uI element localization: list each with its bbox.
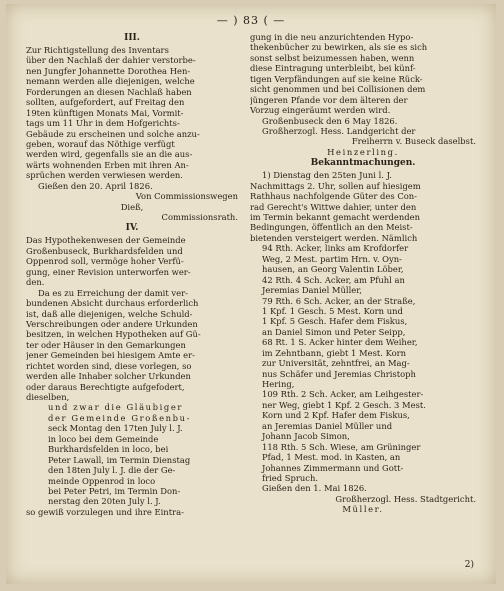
right-text-line: rad Gerecht's Wittwe dahier, unter den: [250, 201, 417, 212]
left-text-line: sprüchen werden verwiesen werden.: [26, 170, 183, 181]
left-text-line: und zwar die Gläubiger: [48, 402, 184, 413]
left-text-line: werden wird, gegenfalls sie an die aus-: [26, 149, 193, 160]
right-text-line: sicht genommen und bei Collisionen dem: [250, 84, 426, 95]
left-text-line: richtet worden sind, diese vorlegen, so: [26, 360, 192, 371]
left-text-line: besitzen, in welchen Hypotheken auf Gü-: [26, 329, 201, 340]
left-text-line: IV.: [125, 223, 139, 234]
right-text-line: tigen Verpfändungen auf sie keine Rück-: [250, 73, 423, 84]
left-text-line: Commissionsrath.: [161, 212, 238, 222]
right-text-line: 109 Rth. 2 Sch. Acker, am Leihgester-: [262, 389, 424, 400]
right-text-line: zur Universität, zehntfrei, an Mag-: [262, 358, 410, 369]
left-text-line: meinde Oppenrod in loco: [48, 475, 156, 486]
right-text-line: sonst selbst beizumessen haben, wenn: [250, 52, 415, 63]
right-text-line: Gießen den 1. Mai 1826.: [262, 483, 367, 494]
right-text-line: Korn und 2 Kpf. Hafer dem Fiskus,: [262, 410, 410, 421]
right-text-line: 1) Dienstag den 25ten Juni l. J.: [262, 170, 392, 181]
left-text-line: dieselben,: [26, 392, 70, 402]
right-text-line: Bedingungen, öffentlich an den Meist-: [250, 222, 413, 233]
right-text-line: jüngeren Pfande vor dem älteren der: [250, 94, 408, 105]
right-text-line: Nachmittags 2. Uhr, sollen auf hiesigem: [250, 180, 421, 191]
right-text-line: Vorzug eingeräumt werden wird.: [250, 105, 391, 116]
document-page: [6, 4, 496, 584]
left-text-line: gung, einer Revision unterworfen wer-: [26, 266, 191, 277]
left-text-line: ist, daß alle diejenigen, welche Schuld-: [26, 308, 193, 319]
right-text-line: fried Spruch.: [262, 472, 319, 483]
left-text-line: nen Jungfer Johannette Dorothea Hen-: [26, 65, 191, 76]
left-text-line: ter oder Häuser in den Gemarkungen: [26, 339, 186, 350]
left-text-line: Gebäude zu erscheinen und solche anzu-: [26, 128, 200, 139]
left-text-line: werden alle Inhaber solcher Urkunden: [26, 371, 191, 382]
right-text-line: im Zehntbann, giebt 1 Mest. Korn: [262, 347, 407, 358]
left-text-line: 19ten künftigen Monats Mai, Vormit-: [26, 107, 184, 118]
right-text-line: gung in die neu anzurichtenden Hypo-: [250, 32, 414, 42]
left-text-line: bundenen Absicht durchaus erforderlich: [26, 298, 199, 309]
right-text-line: ner Weg, giebt 1 Kpf. 2 Gesch. 3 Mest.: [262, 399, 426, 410]
right-text-line: Müller.: [342, 504, 384, 515]
right-text-line: Großherzogl. Hess. Stadtgericht.: [335, 493, 476, 504]
right-text-line: Bekanntmachungen.: [310, 158, 416, 169]
left-text-line: tags um 11 Uhr in dem Hofgerichts-: [26, 118, 180, 129]
left-text-line: Das Hypothekenwesen der Gemeinde: [26, 235, 186, 246]
catchword: 2): [464, 560, 474, 570]
right-text-line: bietenden versteigert werden. Nämlich: [250, 232, 418, 243]
right-text-line: 79 Rth. 6 Sch. Acker, an der Straße,: [262, 295, 416, 306]
left-text-line: Oppenrod soll, vermöge hoher Verfü-: [26, 256, 184, 267]
left-text-line: so gewiß vorzulegen und ihre Eintra-: [26, 506, 184, 517]
right-text-line: im Termin bekannt gemacht werdenden: [250, 212, 420, 222]
right-text-line: 42 Rth. 4 Sch. Acker, am Pfuhl an: [262, 274, 405, 285]
right-text-line: hausen, an Georg Valentin Löber,: [262, 264, 404, 275]
left-text-line: Zur Richtigstellung des Inventars: [26, 45, 169, 55]
right-text-line: Johann Jacob Simon,: [262, 431, 350, 442]
left-text-line: Gießen den 20. April 1826.: [38, 180, 153, 191]
right-text-line: Freiherrn v. Buseck daselbst.: [351, 136, 476, 147]
right-text-line: 1 Kpf. 5 Gesch. Hafer dem Fiskus,: [262, 316, 408, 327]
left-text-line: den.: [26, 277, 45, 288]
right-text-line: nus Schäfer und Jeremias Christoph: [262, 368, 416, 379]
left-text-line: Da es zu Erreichung der damit ver-: [38, 287, 188, 298]
left-text-line: Dieß,: [120, 201, 144, 212]
right-text-line: diese Eintragung unterbleibt, bei künf-: [250, 63, 416, 74]
left-text-line: über den Nachlaß der dahier verstorbe-: [26, 55, 196, 66]
left-text-line: in loco bei dem Gemeinde: [48, 433, 159, 444]
right-text-line: 1 Kpf. 1 Gesch. 5 Mest. Korn und: [262, 305, 403, 316]
right-text-line: Weg, 2 Mest. partim Hrn. v. Oyn-: [262, 253, 402, 264]
left-text-line: seck Montag den 17ten July l. J.: [48, 423, 183, 434]
right-text-line: Pfad, 1 Mest. mod. in Kasten, an: [262, 452, 401, 463]
right-column: [250, 32, 476, 515]
left-text-line: Verschreibungen oder andere Urkunden: [26, 318, 198, 329]
page-number: — ) 83 ( —: [216, 14, 286, 27]
left-text-line: Peter Lawall, im Termin Dienstag: [48, 454, 191, 465]
left-text-line: den 18ten July l. J. die der Ge-: [48, 465, 176, 476]
left-text-line: Burkhardsfelden in loco, bei: [48, 444, 169, 455]
left-text-line: wärts wohnenden Erben mit ihren An-: [26, 159, 189, 170]
right-text-line: 118 Rth. 5 Sch. Wiese, am Grüninger: [262, 441, 421, 452]
right-text-line: 68 Rt. 1 S. Acker hinter dem Weiher,: [262, 337, 418, 348]
right-text-line: Rathhaus nachfolgende Güter des Con-: [250, 191, 417, 202]
right-text-line: Großenbuseck den 6 May 1826.: [262, 115, 398, 126]
right-text-line: Jeremias Daniel Müller,: [262, 285, 362, 296]
left-text-line: nemann werden alle diejenigen, welche: [26, 76, 195, 87]
left-text-line: III.: [124, 33, 140, 43]
left-text-line: geben, worauf das Nöthige verfügt: [26, 138, 175, 149]
right-text-line: thekenbücher zu bewirken, als sie es sich: [250, 42, 428, 53]
right-text-line: an Daniel Simon und Peter Seipp,: [262, 326, 406, 337]
left-text-line: der Gemeinde Großenbu-: [48, 412, 192, 423]
right-text-line: an Jeremias Daniel Müller und: [262, 420, 393, 431]
right-text-line: 94 Rth. Acker, links am Krofdorfer: [262, 243, 409, 254]
left-text-line: Von Commissionswegen: [135, 191, 238, 202]
left-text-line: oder daraus Berechtigte aufgefodert,: [26, 381, 185, 392]
left-text-line: nerstag den 20ten July l. J.: [48, 496, 161, 507]
left-text-line: bei Peter Petri, im Termin Don-: [48, 485, 181, 496]
left-text-line: Großenbuseck, Burkhardsfelden und: [26, 245, 183, 256]
right-text-line: Hering,: [262, 379, 295, 389]
left-text-line: jener Gemeinden bei hiesigem Amte er-: [26, 350, 195, 361]
left-text-line: sollten, aufgefordert, auf Freitag den: [26, 97, 185, 108]
right-text-line: Heinzerling.: [327, 146, 399, 157]
left-text-line: Forderungen an diesen Nachlaß haben: [26, 86, 192, 97]
right-text-line: Johannes Zimmermann und Gott-: [262, 462, 404, 473]
right-text-line: Großherzogl. Hess. Landgericht der: [262, 125, 416, 136]
left-column: [26, 32, 238, 517]
